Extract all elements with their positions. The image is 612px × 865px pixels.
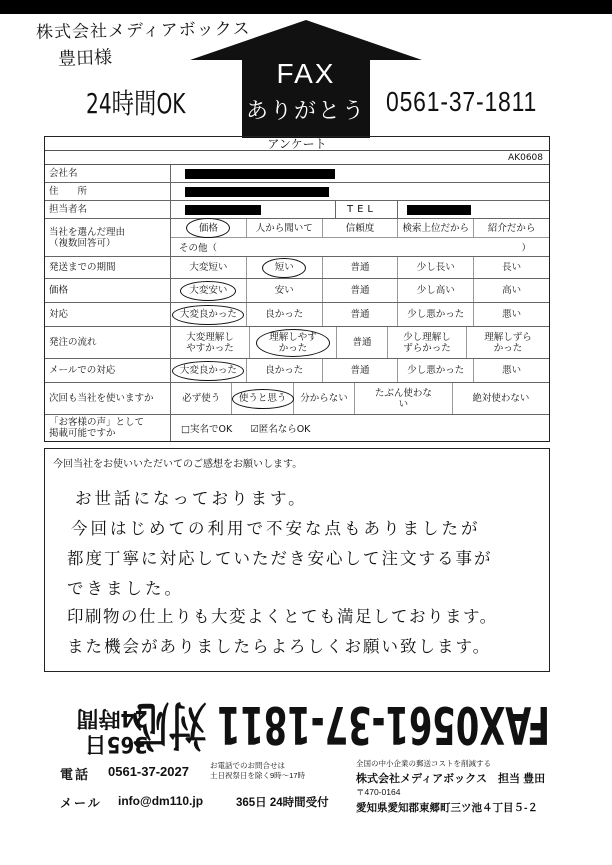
- comment-line: 印刷物の仕上りも大変よくとても満足しております。: [67, 607, 498, 626]
- banner-side: [76, 704, 148, 756]
- form-title: アンケート: [45, 137, 549, 151]
- comment-line: また機会がありましたらよろしくお願い致します。: [67, 637, 492, 656]
- person-row: [45, 201, 549, 219]
- answer-option[interactable]: 普通: [337, 327, 388, 358]
- answer-option[interactable]: 少し悪かった: [398, 359, 474, 382]
- answer-option[interactable]: 少し高い: [398, 279, 474, 302]
- reason-other-field[interactable]: その他（ ）: [179, 243, 531, 254]
- answer-option[interactable]: 短い: [247, 257, 323, 278]
- answer-option[interactable]: 普通: [323, 303, 399, 326]
- comment-line: できました。: [67, 579, 184, 598]
- recipient-name: 豊田様: [57, 47, 113, 70]
- answer-option[interactable]: 絶対使わない: [472, 393, 530, 404]
- banner-fax-number: FAX0561-37-1811対応: [131, 694, 550, 754]
- comments-box[interactable]: [44, 448, 550, 672]
- banner-24h: 24時間: [76, 705, 148, 730]
- reason-option[interactable]: 検索上位だから: [398, 219, 474, 237]
- reason-row: [45, 219, 549, 257]
- answer-option[interactable]: 大変短い: [171, 257, 247, 278]
- answer-option[interactable]: 分からない: [294, 383, 355, 414]
- comment-line: 今回はじめての利用で不安な点もありましたが: [71, 519, 481, 538]
- fax-thanks: ありがとう: [245, 99, 366, 124]
- address-row: [45, 183, 549, 201]
- answer-option[interactable]: 普通: [323, 257, 399, 278]
- reason-options: [171, 219, 549, 238]
- answer-option[interactable]: 悪い: [502, 365, 522, 376]
- answer-option[interactable]: 少し悪かった: [398, 303, 474, 326]
- answer-option[interactable]: 良かった: [247, 359, 323, 382]
- company-name: 株式会社メディアボックス 担当 豊田: [356, 773, 546, 785]
- answer-option[interactable]: 理解しやすかった: [250, 327, 337, 358]
- answer-option[interactable]: 普通: [323, 279, 399, 302]
- answer-option[interactable]: 大変良かった: [171, 303, 247, 326]
- answer-option[interactable]: 理解しずらかった: [484, 331, 532, 354]
- reason-option[interactable]: 紹介だから: [487, 222, 536, 234]
- answer-option[interactable]: 大変理解しやすかった: [171, 327, 250, 358]
- question-row: 発送までの期間 大変短い 短い 普通 少し長い 長い: [45, 257, 549, 279]
- anonymous-checkbox[interactable]: ☑匿名ならOK: [250, 424, 311, 435]
- top-black-bar: [0, 0, 612, 14]
- question-row: メールでの対応 大変良かった 良かった 普通 少し悪かった 悪い: [45, 359, 549, 383]
- publish-options: [171, 415, 549, 441]
- redacted-person: [185, 205, 261, 215]
- reason-option[interactable]: 価格: [171, 219, 247, 237]
- answer-option[interactable]: 必ず使う: [171, 383, 232, 414]
- question-row: 対応 大変良かった 良かった 普通 少し悪かった 悪い: [45, 303, 549, 327]
- address-field[interactable]: [171, 183, 549, 200]
- comment-line: 都度丁寧に対応していただき安心して注文する事が: [67, 549, 493, 568]
- mail-label: メール: [60, 796, 102, 810]
- answer-option[interactable]: たぶん使わない: [355, 383, 452, 414]
- answer-option[interactable]: 大変良かった: [171, 359, 247, 382]
- redacted-tel: [407, 205, 471, 215]
- company-zip: 〒470-0164: [356, 787, 401, 797]
- redacted-address: [185, 187, 329, 197]
- fax-banner: [62, 676, 562, 762]
- answer-option[interactable]: 普通: [323, 359, 399, 382]
- comment-line: お世話になっております。: [75, 489, 308, 508]
- survey-form: [44, 136, 550, 442]
- form-code: AK0608: [45, 151, 549, 165]
- redacted-company: [185, 169, 335, 179]
- fax-number: 0561-37-1811: [386, 86, 538, 117]
- company-label: 会社名: [45, 165, 171, 182]
- company-address: 愛知県愛知郡東郷町三ツ池４丁目５-２: [356, 802, 538, 814]
- question-row: 発注の流れ 大変理解しやすかった 理解しやすかった 普通 少し理解しずらかった 理解しずらかった: [45, 327, 549, 359]
- answer-option[interactable]: 少し理解しずらかった: [388, 327, 467, 358]
- answer-option[interactable]: 良かった: [247, 303, 323, 326]
- company-row: [45, 165, 549, 183]
- open-24-hours: 24時間OK: [86, 87, 186, 120]
- tel-number[interactable]: 0561-37-2027: [108, 764, 189, 779]
- reason-label: 当社を選んだ理由 （複数回答可）: [45, 219, 171, 256]
- publish-row: [45, 415, 549, 441]
- answer-option[interactable]: 使うと思う: [232, 383, 293, 414]
- real-name-checkbox[interactable]: □実名でOK: [181, 424, 233, 435]
- address-label: 住 所: [45, 183, 171, 200]
- mail-address[interactable]: info@dm110.jp: [118, 794, 204, 808]
- mail-hours: 365日 24時間受付: [236, 797, 329, 809]
- banner-365: 365日: [84, 731, 148, 756]
- person-field[interactable]: [171, 201, 549, 218]
- answer-option[interactable]: 大変安い: [171, 279, 247, 302]
- tel-hours-note: 土日祝祭日を除く9時〜17時: [210, 771, 306, 780]
- tel-label: TEL: [347, 204, 377, 215]
- answer-option[interactable]: 安い: [247, 279, 323, 302]
- company-description: 全国の中小企業の郵送コストを削減する: [356, 759, 491, 768]
- answer-option[interactable]: 悪い: [502, 309, 522, 320]
- tel-note: お電話でのお問合せは: [210, 761, 285, 770]
- company-field[interactable]: [171, 165, 549, 182]
- banner-support: 対応: [131, 694, 207, 754]
- publish-label: 「お客様の声」として 掲載可能ですか: [45, 415, 171, 441]
- comments-prompt: 今回当社をお使いいただいてのご感想をお願いします。: [53, 459, 303, 470]
- question-row: 次回も当社を使いますか 必ず使う 使うと思う 分からない たぶん使わない 絶対使わない: [45, 383, 549, 415]
- reason-option[interactable]: 人から聞いて: [247, 219, 323, 237]
- fax-arrow-graphic: [190, 20, 422, 138]
- answer-option[interactable]: 少し長い: [398, 257, 474, 278]
- question-row: 価格 大変安い 安い 普通 少し高い 高い: [45, 279, 549, 303]
- reason-option[interactable]: 信頼度: [323, 219, 399, 237]
- recipient-company: 株式会社メディアボックス: [35, 19, 251, 43]
- tel-label: 電話: [60, 767, 91, 782]
- answer-option[interactable]: 高い: [502, 285, 522, 296]
- person-label: 担当者名: [45, 201, 171, 218]
- fax-label: FAX: [276, 58, 336, 89]
- answer-option[interactable]: 長い: [502, 262, 522, 273]
